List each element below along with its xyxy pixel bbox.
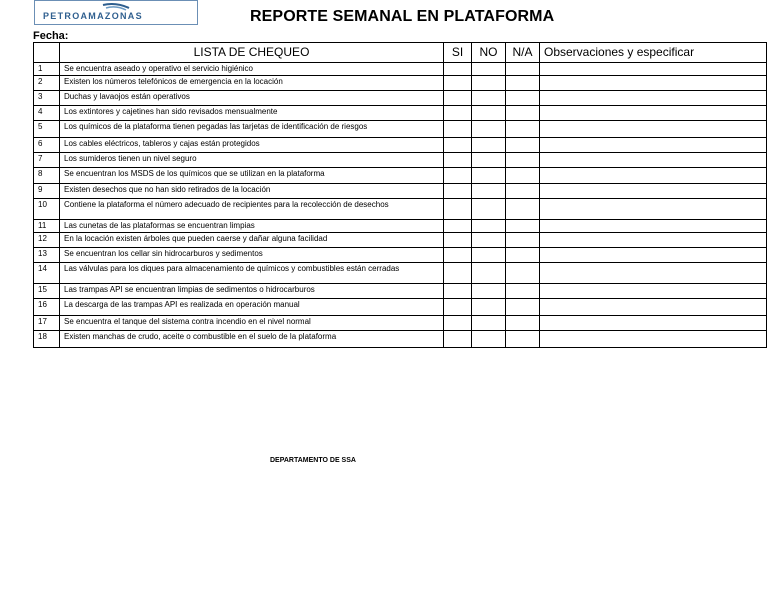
table-row	[34, 331, 767, 348]
item-number: 13	[34, 248, 60, 263]
logo-wave-icon	[101, 3, 131, 11]
observations-cell[interactable]	[540, 331, 767, 348]
si-cell[interactable]	[444, 220, 472, 233]
table-row	[34, 168, 767, 184]
column-header-no: NO	[472, 43, 506, 63]
table-row	[34, 76, 767, 91]
na-cell[interactable]	[506, 153, 540, 168]
column-header-item	[34, 43, 60, 63]
item-description: Duchas y lavaojos están operativos	[60, 91, 444, 106]
date-label: Fecha:	[33, 30, 69, 42]
checklist-table	[33, 42, 767, 348]
observations-cell[interactable]	[540, 248, 767, 263]
observations-cell[interactable]	[540, 233, 767, 248]
item-number: 11	[34, 220, 60, 233]
si-cell[interactable]	[444, 316, 472, 331]
observations-cell[interactable]	[540, 138, 767, 153]
item-description: La descarga de las trampas API es realizada en operación manual	[60, 299, 444, 316]
no-cell[interactable]	[472, 106, 506, 121]
no-cell[interactable]	[472, 184, 506, 199]
observations-cell[interactable]	[540, 63, 767, 76]
item-description: Existen desechos que no han sido retirados de la locación	[60, 184, 444, 199]
item-number: 12	[34, 233, 60, 248]
item-description: Los cables eléctricos, tableros y cajas están protegidos	[60, 138, 444, 153]
item-number: 10	[34, 199, 60, 220]
item-number: 17	[34, 316, 60, 331]
no-cell[interactable]	[472, 76, 506, 91]
observations-cell[interactable]	[540, 184, 767, 199]
item-description: Existen los números telefónicos de emergencia en la locación	[60, 76, 444, 91]
si-cell[interactable]	[444, 91, 472, 106]
na-cell[interactable]	[506, 233, 540, 248]
na-cell[interactable]	[506, 299, 540, 316]
si-cell[interactable]	[444, 263, 472, 284]
no-cell[interactable]	[472, 220, 506, 233]
item-number: 5	[34, 121, 60, 138]
item-description: Existen manchas de crudo, aceite o combustible en el suelo de la plataforma	[60, 331, 444, 348]
column-header-na: N/A	[506, 43, 540, 63]
si-cell[interactable]	[444, 199, 472, 220]
no-cell[interactable]	[472, 168, 506, 184]
table-row	[34, 299, 767, 316]
item-description: Las trampas API se encuentran limpias de sedimentos o hidrocarburos	[60, 284, 444, 299]
na-cell[interactable]	[506, 121, 540, 138]
na-cell[interactable]	[506, 138, 540, 153]
observations-cell[interactable]	[540, 316, 767, 331]
item-number: 15	[34, 284, 60, 299]
na-cell[interactable]	[506, 91, 540, 106]
no-cell[interactable]	[472, 299, 506, 316]
na-cell[interactable]	[506, 184, 540, 199]
item-number: 14	[34, 263, 60, 284]
no-cell[interactable]	[472, 233, 506, 248]
no-cell[interactable]	[472, 63, 506, 76]
column-header-si: SI	[444, 43, 472, 63]
item-number: 1	[34, 63, 60, 76]
observations-cell[interactable]	[540, 153, 767, 168]
observations-cell[interactable]	[540, 299, 767, 316]
item-description: Se encuentra el tanque del sistema contra incendio en el nivel normal	[60, 316, 444, 331]
item-description: Se encuentran los MSDS de los químicos que se utilizan en la plataforma	[60, 168, 444, 184]
item-description: En la locación existen árboles que pueden caerse y dañar alguna facilidad	[60, 233, 444, 248]
no-cell[interactable]	[472, 263, 506, 284]
item-description: Las válvulas para los diques para almacenamiento de químicos y combustibles están cerradas	[60, 263, 444, 284]
si-cell[interactable]	[444, 106, 472, 121]
page-title: REPORTE SEMANAL EN PLATAFORMA	[250, 8, 555, 25]
item-description: Se encuentra aseado y operativo el servicio higiénico	[60, 63, 444, 76]
si-cell[interactable]	[444, 76, 472, 91]
na-cell[interactable]	[506, 263, 540, 284]
si-cell[interactable]	[444, 299, 472, 316]
table-row	[34, 248, 767, 263]
item-description: Se encuentran los cellar sin hidrocarburos y sedimentos	[60, 248, 444, 263]
na-cell[interactable]	[506, 220, 540, 233]
si-cell[interactable]	[444, 233, 472, 248]
table-row	[34, 138, 767, 153]
na-cell[interactable]	[506, 168, 540, 184]
no-cell[interactable]	[472, 331, 506, 348]
table-row	[34, 63, 767, 76]
na-cell[interactable]	[506, 284, 540, 299]
table-row	[34, 263, 767, 284]
no-cell[interactable]	[472, 138, 506, 153]
table-row	[34, 199, 767, 220]
table-row	[34, 220, 767, 233]
item-number: 3	[34, 91, 60, 106]
item-description: Las cunetas de las plataformas se encuentran limpias	[60, 220, 444, 233]
si-cell[interactable]	[444, 284, 472, 299]
item-number: 2	[34, 76, 60, 91]
si-cell[interactable]	[444, 121, 472, 138]
na-cell[interactable]	[506, 63, 540, 76]
na-cell[interactable]	[506, 199, 540, 220]
no-cell[interactable]	[472, 284, 506, 299]
si-cell[interactable]	[444, 138, 472, 153]
table-row	[34, 121, 767, 138]
item-number: 9	[34, 184, 60, 199]
no-cell[interactable]	[472, 91, 506, 106]
item-number: 7	[34, 153, 60, 168]
no-cell[interactable]	[472, 121, 506, 138]
observations-cell[interactable]	[540, 106, 767, 121]
table-row	[34, 316, 767, 331]
department-label: DEPARTAMENTO DE SSA	[270, 457, 356, 464]
item-number: 4	[34, 106, 60, 121]
column-header-observations: Observaciones y especificar	[540, 43, 767, 63]
si-cell[interactable]	[444, 184, 472, 199]
item-description: Los químicos de la plataforma tienen pegadas las tarjetas de identificación de riesgos	[60, 121, 444, 138]
table-row	[34, 233, 767, 248]
si-cell[interactable]	[444, 331, 472, 348]
si-cell[interactable]	[444, 168, 472, 184]
observations-cell[interactable]	[540, 284, 767, 299]
item-number: 16	[34, 299, 60, 316]
no-cell[interactable]	[472, 248, 506, 263]
na-cell[interactable]	[506, 106, 540, 121]
no-cell[interactable]	[472, 199, 506, 220]
item-description: Los extintores y cajetines han sido revisados mensualmente	[60, 106, 444, 121]
no-cell[interactable]	[472, 153, 506, 168]
table-row	[34, 91, 767, 106]
observations-cell[interactable]	[540, 91, 767, 106]
si-cell[interactable]	[444, 63, 472, 76]
na-cell[interactable]	[506, 76, 540, 91]
observations-cell[interactable]	[540, 76, 767, 91]
observations-cell[interactable]	[540, 168, 767, 184]
company-logo	[34, 0, 198, 25]
item-number: 18	[34, 331, 60, 348]
item-number: 6	[34, 138, 60, 153]
item-description: Contiene la plataforma el número adecuado de recipientes para la recolección de desechos	[60, 199, 444, 220]
table-row	[34, 284, 767, 299]
item-number: 8	[34, 168, 60, 184]
table-header-row	[34, 43, 767, 63]
no-cell[interactable]	[472, 316, 506, 331]
si-cell[interactable]	[444, 248, 472, 263]
observations-cell[interactable]	[540, 121, 767, 138]
table-row	[34, 153, 767, 168]
si-cell[interactable]	[444, 153, 472, 168]
column-header-list: LISTA DE CHEQUEO	[60, 43, 444, 63]
observations-cell[interactable]	[540, 199, 767, 220]
table-row	[34, 106, 767, 121]
observations-cell[interactable]	[540, 220, 767, 233]
item-description: Los sumideros tienen un nivel seguro	[60, 153, 444, 168]
table-row	[34, 184, 767, 199]
na-cell[interactable]	[506, 316, 540, 331]
na-cell[interactable]	[506, 248, 540, 263]
observations-cell[interactable]	[540, 263, 767, 284]
na-cell[interactable]	[506, 331, 540, 348]
logo-text: PETROAMAZONAS	[43, 11, 143, 21]
